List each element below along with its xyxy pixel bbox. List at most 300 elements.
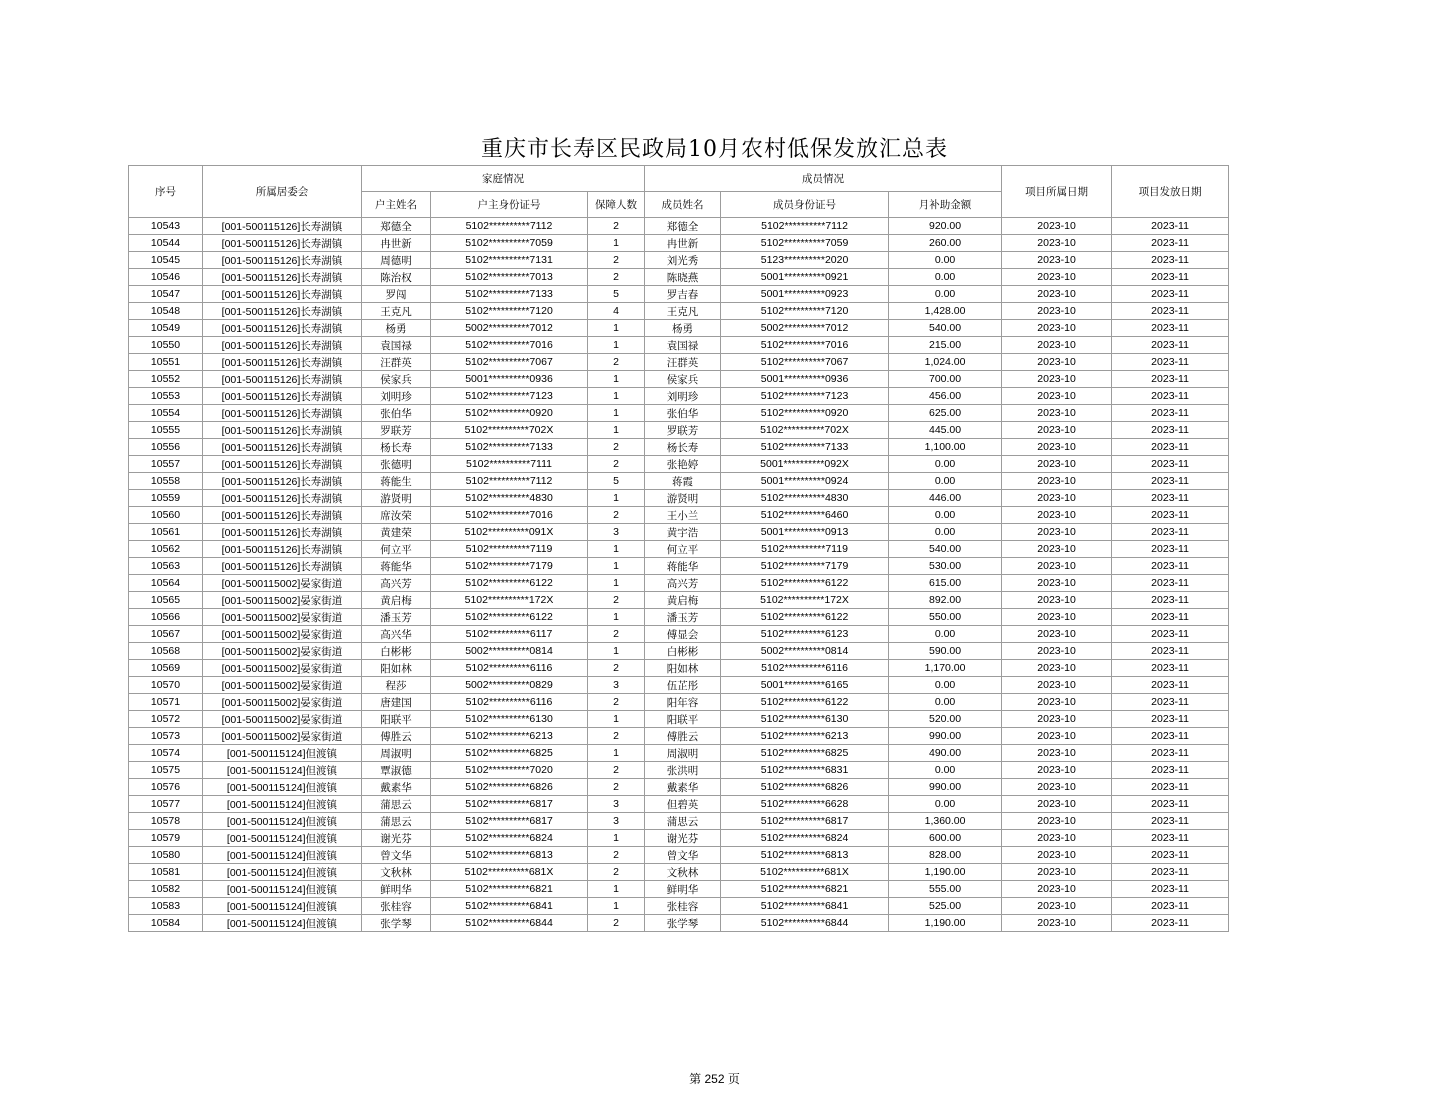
cell-head-id: 5102**********6122 [431,575,588,592]
header-family-group: 家庭情况 [362,166,645,192]
cell-serial: 10553 [129,388,203,405]
cell-member-name: 周淑明 [645,745,721,762]
header-project-month: 项目所属日期 [1002,166,1112,218]
cell-committee: [001-500115126]长寿湖镇 [203,507,362,524]
cell-head-name: 黄建荣 [362,524,431,541]
cell-serial: 10555 [129,422,203,439]
cell-head-name: 刘明珍 [362,388,431,405]
cell-serial: 10561 [129,524,203,541]
cell-monthly-subsidy: 590.00 [889,643,1002,660]
cell-insured-count: 2 [588,439,645,456]
cell-issue-month: 2023-11 [1112,592,1229,609]
cell-member-name: 张洪明 [645,762,721,779]
cell-project-month: 2023-10 [1002,558,1112,575]
cell-insured-count: 2 [588,915,645,932]
cell-insured-count: 1 [588,745,645,762]
cell-head-name: 张伯华 [362,405,431,422]
cell-serial: 10549 [129,320,203,337]
cell-member-id: 5123**********2020 [721,252,889,269]
cell-project-month: 2023-10 [1002,235,1112,252]
cell-member-name: 黄宇浩 [645,524,721,541]
cell-member-name: 阳联平 [645,711,721,728]
cell-monthly-subsidy: 1,100.00 [889,439,1002,456]
table-row [129,439,1229,456]
cell-member-id: 5102**********7123 [721,388,889,405]
cell-head-id: 5102**********091X [431,524,588,541]
cell-issue-month: 2023-11 [1112,626,1229,643]
cell-member-id: 5001**********6165 [721,677,889,694]
cell-issue-month: 2023-11 [1112,388,1229,405]
cell-insured-count: 2 [588,694,645,711]
header-member-group: 成员情况 [645,166,1002,192]
cell-member-name: 蒲思云 [645,813,721,830]
cell-head-name: 曾文华 [362,847,431,864]
table-row [129,337,1229,354]
cell-monthly-subsidy: 615.00 [889,575,1002,592]
cell-serial: 10565 [129,592,203,609]
cell-issue-month: 2023-11 [1112,354,1229,371]
cell-project-month: 2023-10 [1002,490,1112,507]
cell-serial: 10570 [129,677,203,694]
cell-head-id: 5102**********7131 [431,252,588,269]
cell-project-month: 2023-10 [1002,762,1112,779]
table-row [129,456,1229,473]
cell-project-month: 2023-10 [1002,745,1112,762]
cell-head-name: 游贤明 [362,490,431,507]
cell-head-id: 5102**********6824 [431,830,588,847]
cell-head-name: 席汝荣 [362,507,431,524]
cell-insured-count: 3 [588,813,645,830]
cell-insured-count: 2 [588,847,645,864]
cell-monthly-subsidy: 0.00 [889,473,1002,490]
cell-member-name: 罗联芳 [645,422,721,439]
cell-issue-month: 2023-11 [1112,439,1229,456]
cell-member-name: 杨长寿 [645,439,721,456]
header-member-name: 成员姓名 [645,192,721,218]
cell-issue-month: 2023-11 [1112,711,1229,728]
cell-project-month: 2023-10 [1002,473,1112,490]
table-row [129,898,1229,915]
table-row [129,388,1229,405]
cell-member-id: 5102**********6813 [721,847,889,864]
cell-member-name: 谢光芬 [645,830,721,847]
cell-issue-month: 2023-11 [1112,269,1229,286]
cell-issue-month: 2023-11 [1112,898,1229,915]
cell-issue-month: 2023-11 [1112,881,1229,898]
table-row [129,796,1229,813]
cell-head-id: 5102**********6116 [431,660,588,677]
cell-committee: [001-500115124]但渡镇 [203,898,362,915]
cell-member-id: 5102**********6825 [721,745,889,762]
cell-insured-count: 2 [588,218,645,235]
table-row [129,575,1229,592]
cell-member-name: 王小兰 [645,507,721,524]
cell-committee: [001-500115002]晏家街道 [203,626,362,643]
cell-serial: 10544 [129,235,203,252]
cell-head-name: 高兴芳 [362,575,431,592]
cell-serial: 10584 [129,915,203,932]
cell-insured-count: 1 [588,609,645,626]
cell-head-name: 周淑明 [362,745,431,762]
cell-project-month: 2023-10 [1002,439,1112,456]
cell-monthly-subsidy: 550.00 [889,609,1002,626]
cell-head-name: 周德明 [362,252,431,269]
cell-committee: [001-500115126]长寿湖镇 [203,490,362,507]
cell-member-name: 张桂容 [645,898,721,915]
cell-project-month: 2023-10 [1002,915,1112,932]
cell-issue-month: 2023-11 [1112,762,1229,779]
cell-project-month: 2023-10 [1002,456,1112,473]
cell-monthly-subsidy: 920.00 [889,218,1002,235]
cell-insured-count: 2 [588,456,645,473]
cell-member-name: 潘玉芳 [645,609,721,626]
table-row [129,303,1229,320]
cell-project-month: 2023-10 [1002,609,1112,626]
cell-issue-month: 2023-11 [1112,813,1229,830]
cell-member-id: 5102**********7119 [721,541,889,558]
cell-member-id: 5102**********702X [721,422,889,439]
cell-head-name: 侯家兵 [362,371,431,388]
cell-project-month: 2023-10 [1002,575,1112,592]
cell-head-name: 戴素华 [362,779,431,796]
cell-head-id: 5102**********6825 [431,745,588,762]
cell-committee: [001-500115126]长寿湖镇 [203,320,362,337]
cell-member-id: 5102**********7133 [721,439,889,456]
cell-insured-count: 1 [588,388,645,405]
cell-committee: [001-500115126]长寿湖镇 [203,405,362,422]
cell-issue-month: 2023-11 [1112,490,1229,507]
cell-project-month: 2023-10 [1002,898,1112,915]
cell-member-name: 张学琴 [645,915,721,932]
cell-committee: [001-500115126]长寿湖镇 [203,235,362,252]
cell-project-month: 2023-10 [1002,796,1112,813]
cell-head-id: 5102**********7013 [431,269,588,286]
cell-monthly-subsidy: 1,190.00 [889,915,1002,932]
cell-member-id: 5102**********6628 [721,796,889,813]
cell-insured-count: 1 [588,898,645,915]
cell-committee: [001-500115002]晏家街道 [203,711,362,728]
cell-insured-count: 1 [588,337,645,354]
cell-project-month: 2023-10 [1002,711,1112,728]
cell-insured-count: 5 [588,286,645,303]
cell-member-id: 5001**********0936 [721,371,889,388]
cell-monthly-subsidy: 555.00 [889,881,1002,898]
cell-member-id: 5102**********6122 [721,609,889,626]
cell-serial: 10551 [129,354,203,371]
cell-serial: 10573 [129,728,203,745]
cell-member-name: 蒋霞 [645,473,721,490]
page-footer: 第 252 页 [689,1072,740,1086]
cell-committee: [001-500115124]但渡镇 [203,762,362,779]
cell-committee: [001-500115126]长寿湖镇 [203,286,362,303]
cell-member-id: 5102**********6122 [721,575,889,592]
cell-insured-count: 1 [588,320,645,337]
cell-member-id: 5001**********0913 [721,524,889,541]
cell-member-name: 张伯华 [645,405,721,422]
cell-head-name: 袁国禄 [362,337,431,354]
cell-project-month: 2023-10 [1002,830,1112,847]
header-committee: 所属居委会 [203,166,362,218]
cell-monthly-subsidy: 0.00 [889,524,1002,541]
cell-committee: [001-500115126]长寿湖镇 [203,456,362,473]
cell-head-id: 5102**********6813 [431,847,588,864]
cell-member-id: 5102**********6213 [721,728,889,745]
cell-issue-month: 2023-11 [1112,660,1229,677]
cell-committee: [001-500115124]但渡镇 [203,830,362,847]
table-row [129,252,1229,269]
cell-member-id: 5102**********7016 [721,337,889,354]
cell-project-month: 2023-10 [1002,218,1112,235]
cell-head-name: 何立平 [362,541,431,558]
table-row [129,847,1229,864]
cell-project-month: 2023-10 [1002,303,1112,320]
cell-member-name: 汪群英 [645,354,721,371]
cell-member-id: 5002**********7012 [721,320,889,337]
cell-monthly-subsidy: 892.00 [889,592,1002,609]
cell-head-name: 白彬彬 [362,643,431,660]
table-row [129,473,1229,490]
table-row [129,626,1229,643]
cell-issue-month: 2023-11 [1112,286,1229,303]
cell-committee: [001-500115126]长寿湖镇 [203,269,362,286]
cell-member-id: 5001**********0921 [721,269,889,286]
cell-member-name: 曾文华 [645,847,721,864]
cell-committee: [001-500115002]晏家街道 [203,728,362,745]
cell-serial: 10564 [129,575,203,592]
cell-head-name: 蒋能华 [362,558,431,575]
cell-monthly-subsidy: 1,190.00 [889,864,1002,881]
cell-member-name: 张艳婷 [645,456,721,473]
cell-monthly-subsidy: 600.00 [889,830,1002,847]
cell-member-id: 5001**********0923 [721,286,889,303]
cell-project-month: 2023-10 [1002,320,1112,337]
cell-serial: 10577 [129,796,203,813]
table-row [129,405,1229,422]
cell-monthly-subsidy: 530.00 [889,558,1002,575]
cell-head-name: 覃淑德 [362,762,431,779]
cell-issue-month: 2023-11 [1112,694,1229,711]
cell-committee: [001-500115124]但渡镇 [203,779,362,796]
table-row [129,813,1229,830]
table-row [129,830,1229,847]
cell-head-name: 阳联平 [362,711,431,728]
summary-table [128,165,1229,932]
cell-serial: 10574 [129,745,203,762]
table-row [129,541,1229,558]
cell-project-month: 2023-10 [1002,541,1112,558]
cell-monthly-subsidy: 0.00 [889,626,1002,643]
cell-issue-month: 2023-11 [1112,235,1229,252]
cell-insured-count: 4 [588,303,645,320]
cell-serial: 10578 [129,813,203,830]
cell-head-name: 罗闯 [362,286,431,303]
table-row [129,218,1229,235]
cell-issue-month: 2023-11 [1112,303,1229,320]
cell-insured-count: 2 [588,269,645,286]
cell-member-name: 鲜明华 [645,881,721,898]
cell-insured-count: 1 [588,541,645,558]
table-row [129,320,1229,337]
cell-serial: 10566 [129,609,203,626]
table-body [129,218,1229,932]
cell-head-id: 5102**********6122 [431,609,588,626]
table-row [129,269,1229,286]
header-monthly-subsidy: 月补助金额 [889,192,1002,218]
cell-head-id: 5102**********4830 [431,490,588,507]
cell-committee: [001-500115124]但渡镇 [203,847,362,864]
cell-serial: 10580 [129,847,203,864]
cell-project-month: 2023-10 [1002,405,1112,422]
cell-member-id: 5102**********4830 [721,490,889,507]
cell-head-id: 5002**********0829 [431,677,588,694]
cell-head-name: 阳如林 [362,660,431,677]
cell-project-month: 2023-10 [1002,354,1112,371]
cell-member-id: 5102**********681X [721,864,889,881]
table-header [129,166,1229,218]
cell-insured-count: 1 [588,711,645,728]
cell-member-id: 5102**********7120 [721,303,889,320]
cell-issue-month: 2023-11 [1112,320,1229,337]
cell-head-name: 黄启梅 [362,592,431,609]
cell-insured-count: 2 [588,728,645,745]
cell-insured-count: 1 [588,558,645,575]
cell-issue-month: 2023-11 [1112,456,1229,473]
cell-issue-month: 2023-11 [1112,796,1229,813]
cell-head-name: 傅胜云 [362,728,431,745]
header-head-name: 户主姓名 [362,192,431,218]
page-title: 重庆市长寿区民政局10月农村低保发放汇总表 [481,137,948,162]
cell-head-name: 罗联芳 [362,422,431,439]
cell-issue-month: 2023-11 [1112,847,1229,864]
cell-committee: [001-500115126]长寿湖镇 [203,524,362,541]
cell-member-name: 杨勇 [645,320,721,337]
cell-head-id: 5102**********7059 [431,235,588,252]
cell-committee: [001-500115126]长寿湖镇 [203,439,362,456]
table-row [129,286,1229,303]
cell-head-id: 5102**********6821 [431,881,588,898]
table-row [129,422,1229,439]
cell-project-month: 2023-10 [1002,388,1112,405]
cell-head-id: 5102**********7133 [431,286,588,303]
cell-issue-month: 2023-11 [1112,558,1229,575]
cell-member-name: 傅显会 [645,626,721,643]
cell-committee: [001-500115002]晏家街道 [203,677,362,694]
cell-insured-count: 2 [588,252,645,269]
cell-head-id: 5102**********6817 [431,796,588,813]
cell-member-id: 5102**********6824 [721,830,889,847]
cell-member-name: 冉世新 [645,235,721,252]
cell-committee: [001-500115124]但渡镇 [203,745,362,762]
cell-committee: [001-500115126]长寿湖镇 [203,371,362,388]
cell-project-month: 2023-10 [1002,779,1112,796]
cell-serial: 10550 [129,337,203,354]
cell-project-month: 2023-10 [1002,864,1112,881]
cell-head-name: 王克凡 [362,303,431,320]
cell-committee: [001-500115126]长寿湖镇 [203,303,362,320]
cell-member-id: 5102**********7112 [721,218,889,235]
cell-serial: 10563 [129,558,203,575]
cell-member-name: 文秋林 [645,864,721,881]
cell-head-name: 程莎 [362,677,431,694]
cell-member-name: 伍芷彤 [645,677,721,694]
table-row [129,660,1229,677]
cell-issue-month: 2023-11 [1112,915,1229,932]
cell-committee: [001-500115002]晏家街道 [203,643,362,660]
cell-head-name: 蒋能生 [362,473,431,490]
cell-head-id: 5102**********7123 [431,388,588,405]
cell-serial: 10547 [129,286,203,303]
cell-head-id: 5102**********7133 [431,439,588,456]
cell-project-month: 2023-10 [1002,252,1112,269]
cell-project-month: 2023-10 [1002,677,1112,694]
table-row [129,592,1229,609]
table-row [129,864,1229,881]
cell-head-id: 5102**********6116 [431,694,588,711]
cell-monthly-subsidy: 0.00 [889,456,1002,473]
table-row [129,694,1229,711]
cell-head-id: 5102**********6213 [431,728,588,745]
cell-head-name: 张德明 [362,456,431,473]
cell-monthly-subsidy: 456.00 [889,388,1002,405]
cell-committee: [001-500115124]但渡镇 [203,796,362,813]
cell-project-month: 2023-10 [1002,813,1112,830]
cell-head-id: 5001**********0936 [431,371,588,388]
cell-committee: [001-500115124]但渡镇 [203,864,362,881]
cell-monthly-subsidy: 990.00 [889,779,1002,796]
cell-monthly-subsidy: 0.00 [889,286,1002,303]
cell-member-name: 郑德全 [645,218,721,235]
cell-monthly-subsidy: 520.00 [889,711,1002,728]
cell-serial: 10558 [129,473,203,490]
cell-member-id: 5001**********0924 [721,473,889,490]
cell-head-id: 5002**********0814 [431,643,588,660]
cell-head-id: 5102**********0920 [431,405,588,422]
cell-insured-count: 2 [588,626,645,643]
cell-head-name: 郑德全 [362,218,431,235]
cell-member-id: 5102**********6844 [721,915,889,932]
cell-member-name: 罗吉春 [645,286,721,303]
cell-project-month: 2023-10 [1002,524,1112,541]
cell-project-month: 2023-10 [1002,728,1112,745]
cell-monthly-subsidy: 0.00 [889,677,1002,694]
cell-monthly-subsidy: 525.00 [889,898,1002,915]
table-row [129,915,1229,932]
cell-member-id: 5002**********0814 [721,643,889,660]
cell-serial: 10560 [129,507,203,524]
header-member-id: 成员身份证号 [721,192,889,218]
cell-insured-count: 5 [588,473,645,490]
cell-head-id: 5102**********7016 [431,337,588,354]
cell-head-name: 蒲思云 [362,796,431,813]
cell-issue-month: 2023-11 [1112,507,1229,524]
cell-head-id: 5102**********172X [431,592,588,609]
cell-committee: [001-500115126]长寿湖镇 [203,422,362,439]
cell-monthly-subsidy: 490.00 [889,745,1002,762]
cell-member-name: 陈晓燕 [645,269,721,286]
cell-insured-count: 1 [588,235,645,252]
cell-member-id: 5102**********172X [721,592,889,609]
table-row [129,558,1229,575]
cell-head-id: 5102**********7120 [431,303,588,320]
cell-issue-month: 2023-11 [1112,337,1229,354]
cell-insured-count: 2 [588,762,645,779]
cell-serial: 10557 [129,456,203,473]
cell-head-name: 鲜明华 [362,881,431,898]
cell-project-month: 2023-10 [1002,643,1112,660]
cell-insured-count: 2 [588,864,645,881]
cell-monthly-subsidy: 540.00 [889,320,1002,337]
cell-head-id: 5102**********7016 [431,507,588,524]
